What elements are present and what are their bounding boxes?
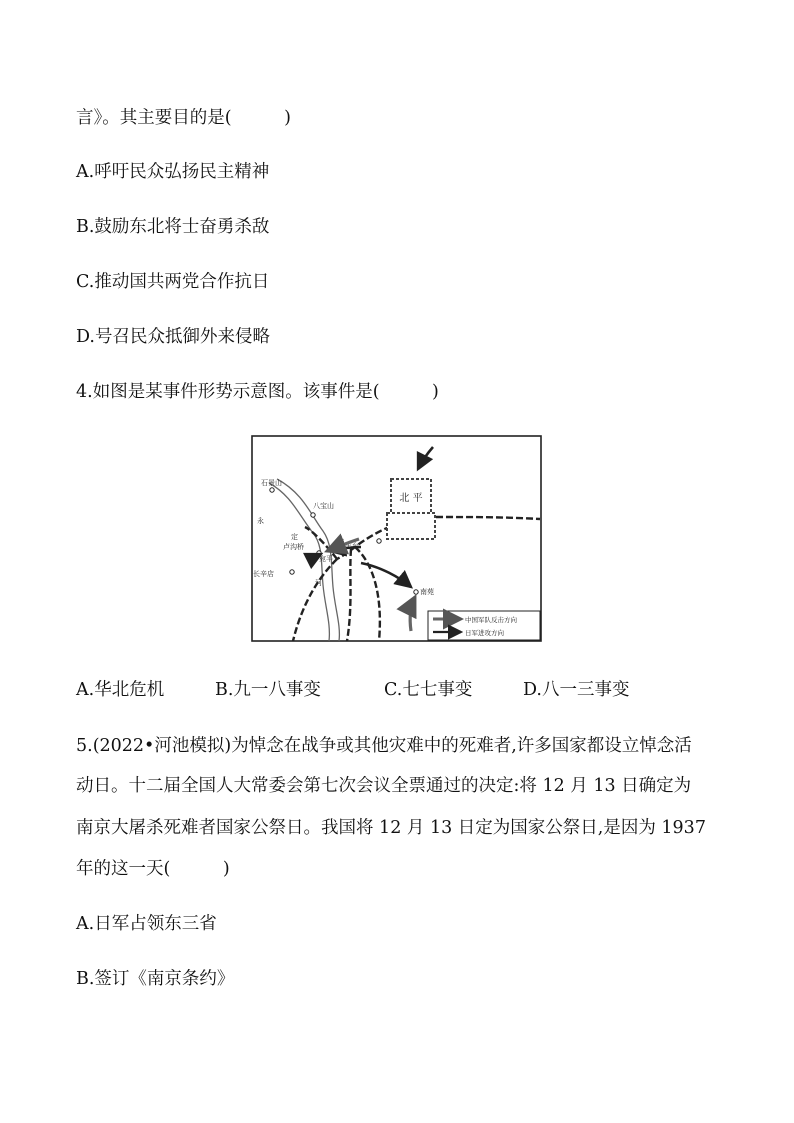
marker-babaoshan xyxy=(311,513,315,517)
legend-chinese-label: 中国军队反击方向 xyxy=(465,616,517,624)
event-situation-map xyxy=(251,435,542,642)
question-3-option-a: A.呼吁民众弘扬民主精神 xyxy=(76,162,270,182)
question-4-options xyxy=(76,676,716,700)
question-3-option-c: C.推动国共两党合作抗日 xyxy=(76,272,270,292)
question-5-stem-line-2: 动日。十二届全国人大常委会第七次会议全票通过的决定:将 12 月 13 日确定为 xyxy=(76,776,692,796)
marker-changxindian xyxy=(290,570,294,574)
label-fengtai: 丰台 xyxy=(345,542,359,550)
label-shijingshan: 石景山 xyxy=(261,479,282,487)
map-legend xyxy=(428,611,540,640)
beiping-city-inner xyxy=(387,513,435,539)
label-yong: 永 xyxy=(257,517,264,525)
label-wanping: 宛平 xyxy=(319,555,333,563)
question-4-option-d: D.八一三事变 xyxy=(523,680,630,700)
question-4-option-c: C.七七事变 xyxy=(384,680,473,700)
question-5-stem-line-1: 5.(2022•河池模拟)为悼念在战争或其他灾难中的死难者,许多国家都设立悼念活 xyxy=(76,736,692,756)
label-nanyuan: 南苑 xyxy=(420,588,434,596)
label-he: 河 xyxy=(315,579,322,587)
label-ding: 定 xyxy=(291,533,298,541)
marker-shijingshan xyxy=(270,488,274,492)
label-beiping: 北 平 xyxy=(399,493,423,504)
question-3-stem-tail: 言》。其主要目的是( ) xyxy=(76,108,291,128)
label-lugouqiao: 卢沟桥 xyxy=(283,543,304,551)
legend-japanese-label: 日军进攻方向 xyxy=(465,629,504,637)
marker-fengtai xyxy=(377,539,381,543)
question-5-option-b: B.签订《南京条约》 xyxy=(76,969,235,989)
question-3-option-d: D.号召民众抵御外来侵略 xyxy=(76,327,270,347)
question-4-stem: 4.如图是某事件形势示意图。该事件是( ) xyxy=(76,382,439,402)
question-3-option-b: B.鼓励东北将士奋勇杀敌 xyxy=(76,217,270,237)
question-5-stem-line-3: 南京大屠杀死难者国家公祭日。我国将 12 月 13 日定为国家公祭日,是因为 1937 xyxy=(76,818,706,838)
label-babaoshan: 八宝山 xyxy=(313,502,334,510)
marker-nanyuan xyxy=(414,590,418,594)
question-4-option-a: A.华北危机 xyxy=(76,680,165,700)
question-5-option-a: A.日军占领东三省 xyxy=(76,914,217,934)
label-changxindian: 长辛店 xyxy=(253,570,274,578)
question-4-option-b: B.九一八事变 xyxy=(215,680,321,700)
map-canvas xyxy=(251,435,542,642)
question-5-stem-line-4: 年的这一天( ) xyxy=(76,859,230,879)
